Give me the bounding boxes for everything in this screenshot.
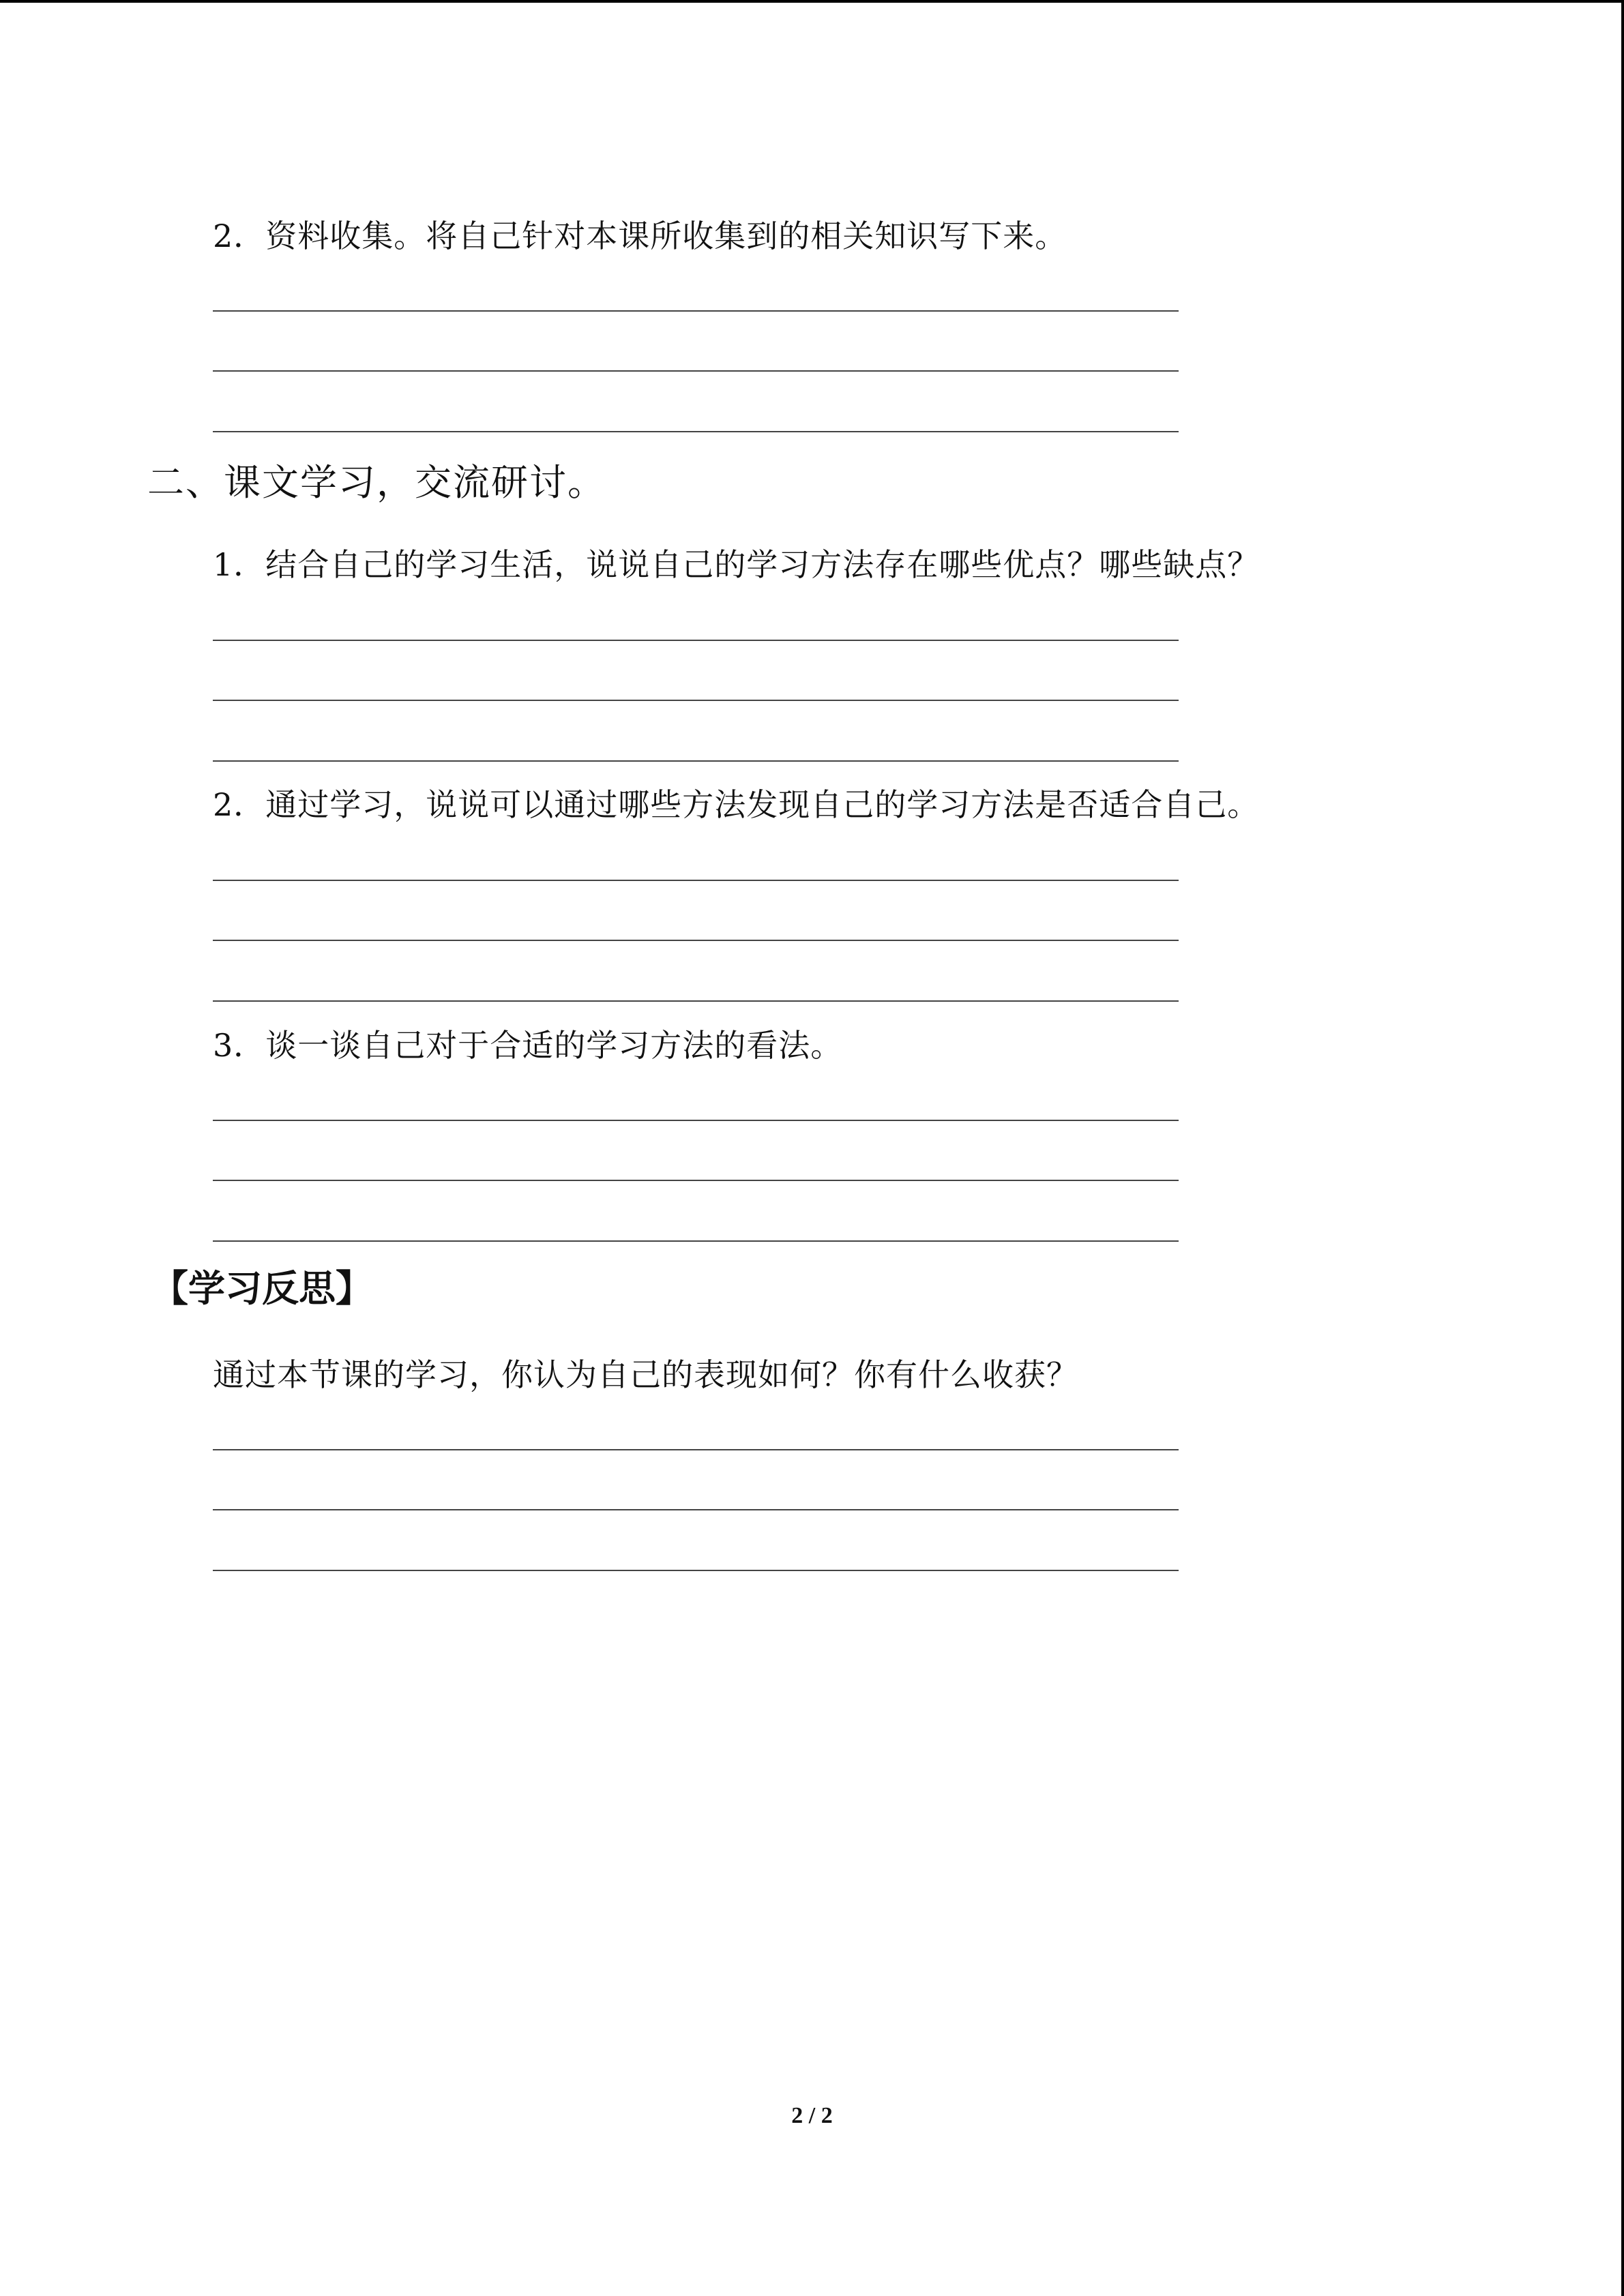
answer-line[interactable] — [213, 880, 1179, 881]
question-1: 1．结合自己的学习生活，说说自己的学习方法存在哪些优点？哪些缺点？ — [213, 546, 1260, 583]
answer-line[interactable] — [213, 1509, 1179, 1510]
answer-line[interactable] — [213, 700, 1179, 701]
answer-line[interactable] — [213, 1180, 1179, 1181]
question-2: 2．通过学习，说说可以通过哪些方法发现自己的学习方法是否适合自己。 — [213, 786, 1260, 823]
answer-line[interactable] — [213, 1570, 1179, 1571]
page-border-top — [0, 0, 1624, 3]
answer-line[interactable] — [213, 1000, 1179, 1002]
page-border-right — [1621, 0, 1624, 2296]
answer-line[interactable] — [213, 431, 1179, 432]
answer-line[interactable] — [213, 1120, 1179, 1121]
question-material-collection: 2．资料收集。将自己针对本课所收集到的相关知识写下来。 — [213, 218, 1067, 254]
answer-line[interactable] — [213, 370, 1179, 372]
answer-line[interactable] — [213, 640, 1179, 641]
question-3: 3．谈一谈自己对于合适的学习方法的看法。 — [213, 1027, 843, 1064]
answer-line[interactable] — [213, 1240, 1179, 1242]
reflection-question: 通过本节课的学习，你认为自己的表现如何？你有什么收获？ — [213, 1356, 1078, 1393]
answer-line[interactable] — [213, 310, 1179, 312]
answer-line[interactable] — [213, 940, 1179, 941]
answer-line[interactable] — [213, 760, 1179, 762]
answer-line[interactable] — [213, 1449, 1179, 1450]
reflection-heading: 【学习反思】 — [151, 1267, 372, 1310]
section-heading-text-study: 二、课文学习，交流研讨。 — [147, 461, 606, 504]
page-number: 2 / 2 — [791, 2103, 833, 2128]
